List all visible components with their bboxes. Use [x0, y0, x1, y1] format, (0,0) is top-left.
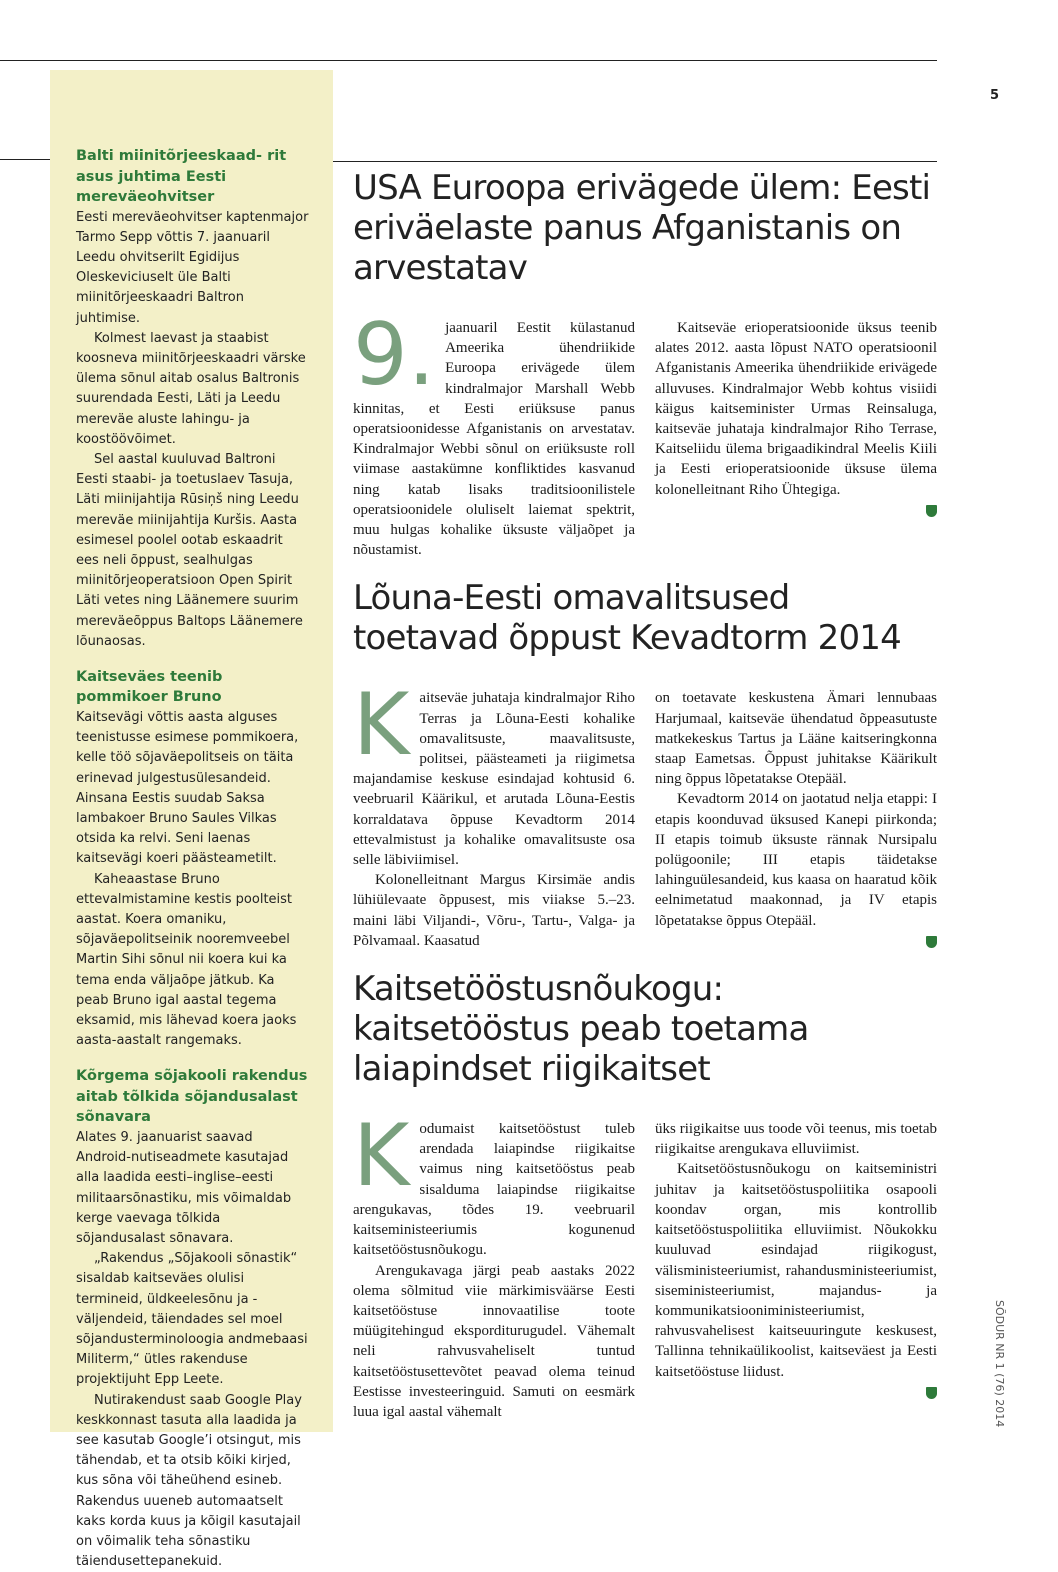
headline-rule — [333, 161, 937, 162]
article-paragraph: Kaitseväe erioperatsioonide üksus teenib alates 2012. aasta lõpust NATO operatsioonil Afganistanis Ameerika ühendriikide erivägede alluvuses. Kindralmajor Webb kohtus visiidi käigus kaitseminister Urmas Reinsaluga, kaitseväe juhataja kindralmajor Riho Terrase, Kaitseliidu ülema brigaadikindral Meelis Kiili ja Eesti erioperatsioonide üksuse ülema kolonelleitnant Riho Ühtegiga. — [655, 320, 937, 498]
article-headline: Lõuna-Eesti omavalitsused toetavad õppust Kevadtorm 2014 — [353, 578, 901, 659]
article-paragraph: Kolonelleitnant Margus Kirsimäe andis lühiülevaate õppusest, mis viiakse 5.–23. maini läbi Viljandi-, Võru-, Tartu-, Valga- ja Põlvamaal. Kaasatud — [353, 872, 635, 949]
drop-cap: 9. — [353, 305, 436, 405]
sidebar-section — [76, 146, 309, 652]
article-paragraph: jaanuaril Eestit külastanud Ameerika ühendriikide Euroopa erivägede ülem kindralmajor Marshall Webb kinnitas, et Eesti eriüksuse panus operatsioonidesse Afganistanis on arvestatav. Kindralmajor Webbi sõnul on eriüksuste roll viimase aastakümne konfliktides kasvanud ning katab lisaks traditsioonilistele operatsioonidele oluliselt laiemat spektrit, muu hulgas kohalike üksuste väljaõpet ja nõustamist. — [353, 320, 635, 559]
sidebar-paragraph: Alates 9. jaanuarist saavad Android-nutiseadmete kasutajad alla laadida eesti–inglise–eesti militaarsõnastiku, mis võimaldab kerge vaevaga tõlkida sõjandusalast sõnavara. — [76, 1129, 292, 1246]
sidebar-section — [76, 1066, 309, 1572]
article-paragraph: aitseväe juhataja kindralmajor Riho Terras ja Lõuna-Eesti kohalike omavalitsuste, maavalitsuste, politsei, päästeameti ja riigimetsa majandamise keskuse esindajad kohtusid 6. veebruaril Käärikul, et arutada Lõuna-Eestis korraldatava õppuse Kevadtorm 2014 ettevalmistust ja kohalike omavalitsuste osa selle läbiviimisel. — [353, 690, 635, 869]
article-column-left — [353, 305, 635, 560]
sidebar-top-rule — [0, 159, 50, 160]
end-mark-shield-icon — [926, 1387, 937, 1399]
page-number: 5 — [990, 88, 1000, 103]
drop-cap: K — [353, 675, 410, 776]
sidebar-paragraph: Kaitsevägi võttis aasta alguses teenistusse esimese pommikoera, kelle töö sõjaväepolitseis on täita erinevad julgestusülesandeid. Ainsana Eestis suudab Saksa lambakoer Bruno Saules Vilkas otsida ka relvi. Seni laenas kaitsevägi koeri päästeametilt. — [76, 709, 299, 867]
article-paragraph: odumaist kaitsetööstust tuleb arendada laiapindse riigikaitse vaimus ning kaitsetööstus peab sisalduma laiapindse riigikaitse arengukavas, tõdes 19. veebruaril kaitseministeeriumis kogunenud kaitsetööstusnõukogu. — [353, 1121, 635, 1259]
article-paragraph: Kaitsetööstusnõukogu on kaitseministri juhitav ja kaitsetööstuspoliitika osapooli koondav organ, mis kontrollib kaitsetööstuspoliitika elluviimist. Nõukokku kuuluvad esindajad riigikogust, välisministeeriumist, rahandusministeeriumist, siseministeeriumist, majandus- ja kommunikatsiooniministeeriumist, rahvusvahelisest kaitseuuringute keskusest, Tallinna tehnikaülikoolist, kaitseväest ja Eesti kaitsetööstuse liidust. — [655, 1161, 937, 1380]
article-paragraph: Arengukavaga järgi peab aastaks 2022 olema sõlmitud viie märkimisväärse Eesti kaitsetööstuse innovaatilise toote müügitehingud eksporditurugudel. Vähemalt neli rahvusvaheliselt tuntud kaitsetööstusettevõtet peavad olema teinud Eestisse investeeringuid. Samuti on eesmärk luua igal aastal vähemalt — [353, 1262, 635, 1420]
sidebar-paragraph: Sel aastal kuuluvad Baltroni Eesti staabi- ja toetuslaev Tasuja, Läti miinijahtija Rūsiņš ning Leedu mereväe miinijahtija Kuršis. Aasta esimesel poolel ootab eskaadrit ees neli õppust, sealhulgas miinitõrjeoperatsioon Open Spirit Läti vetes ning Läänemere suurim mereväeõppus Baltops Läänemere lõunaosas. — [76, 451, 303, 649]
sidebar-paragraph: Eesti mereväeohvitser kaptenmajor Tarmo Sepp võttis 7. jaanuaril Leedu ohvitserilt Egidijus Oleskeviciuselt üle Balti miinitõrjeeskaadri Baltron juhtimise. — [76, 209, 309, 326]
sidebar-paragraph: Kaheaastase Bruno ettevalmistamine kestis poolteist aastat. Koera omaniku, sõjaväepolitseinik nooremveebel Martin Sihi sõnul nii koera kui ka tema enda väljaõpe jätkub. Ka peab Bruno igal aastal tegema eksamid, mis lähevad koera jaoks aasta-aastalt rangemaks. — [76, 871, 297, 1049]
sidebar-paragraph: „Rakendus „Sõjakooli sõnastik“ sisaldab kaitseväes olulisi termineid, üldkeelesõnu ja -väljendeid, täiendades sel moel sõjandusterminoloogia andmebaasi Militerm,“ ütles rakenduse projektijuht Epp Leete. — [76, 1251, 308, 1388]
article-column-right — [655, 318, 937, 560]
sidebar-section-title: Kaitseväes teenib pommikoer Bruno — [76, 668, 223, 706]
main-articles — [353, 168, 938, 1440]
article-paragraph: Kevadtorm 2014 on jaotatud nelja etappi: I etapis koonduvad üksused Kanepi piirkonda; II etapis toimub üksuste rännak Nursipalu polügoonile; III etapis täidetakse lahinguülesandeid, kus kaasa on haaratud kõik eelnimetatud maakonnad, ja IV etapis lõpetatakse õppus Otepääl. — [655, 791, 937, 929]
sidebar-section-title: Balti miinitõrjeeskaad- rit asus juhtima Eesti mereväeohvitser — [76, 148, 287, 205]
top-rule — [0, 60, 937, 61]
sidebar-paragraph: Kolmest laevast ja staabist koosneva miinitõrjeeskaadri värske ülema sõnul aitab osalus Baltronis suurendada Eesti, Läti ja Leedu mereväe aluste lahingu- ja koostöövõimet. — [76, 330, 306, 447]
article-column-right — [655, 1119, 937, 1422]
article-column-left — [353, 1106, 635, 1422]
article-paragraph: on toetavate keskustena Ämari lennubaas Harjumaal, kaitseväe ühendatud õppeasutuste matkekeskus Tartus ja Lääne kaitseringkonna staap Eametsas. Õppust juhitakse Käärikult ning õppus lõpetatakse Otepääl. — [655, 690, 937, 788]
article-headline: Kaitsetööstusnõukogu: kaitsetööstus peab toetama laiapindset riigikaitset — [353, 969, 809, 1090]
article-paragraph: üks riigikaitse uus toode või teenus, mis toetab riigikaitse arengukava elluviimist. — [655, 1121, 937, 1158]
article — [353, 969, 938, 1422]
article-headline: USA Euroopa erivägede ülem: Eesti eriväelaste panus Afganistanis on arvestatav — [353, 168, 931, 288]
news-sidebar — [50, 70, 333, 1570]
issue-label: SÕDUR NR 1 (76) 2014 — [993, 1300, 1006, 1428]
end-mark-shield-icon — [926, 936, 937, 948]
sidebar-paragraph: Nutirakendust saab Google Play keskkonnast tasuta alla laadida ja see kasutab Google’i otsingut, mis tähendab, et ta otsib kõiki kirjed, kus sõna või täheühend esineb. Rakendus uueneb automaatselt kaks korda kuus ja kõigil kasutajail on võimalik teha sõnastiku täiendusettepanekuid. — [76, 1392, 302, 1570]
article-column-left — [353, 675, 635, 951]
drop-cap: K — [353, 1106, 410, 1207]
sidebar-section-title: Kõrgema sõjakooli rakendus aitab tõlkida sõjandusalast sõnavara — [76, 1068, 308, 1126]
article-column-right — [655, 688, 937, 951]
end-mark-shield-icon — [926, 505, 937, 517]
article — [353, 578, 938, 951]
article — [353, 168, 938, 560]
sidebar-section — [76, 667, 309, 1051]
